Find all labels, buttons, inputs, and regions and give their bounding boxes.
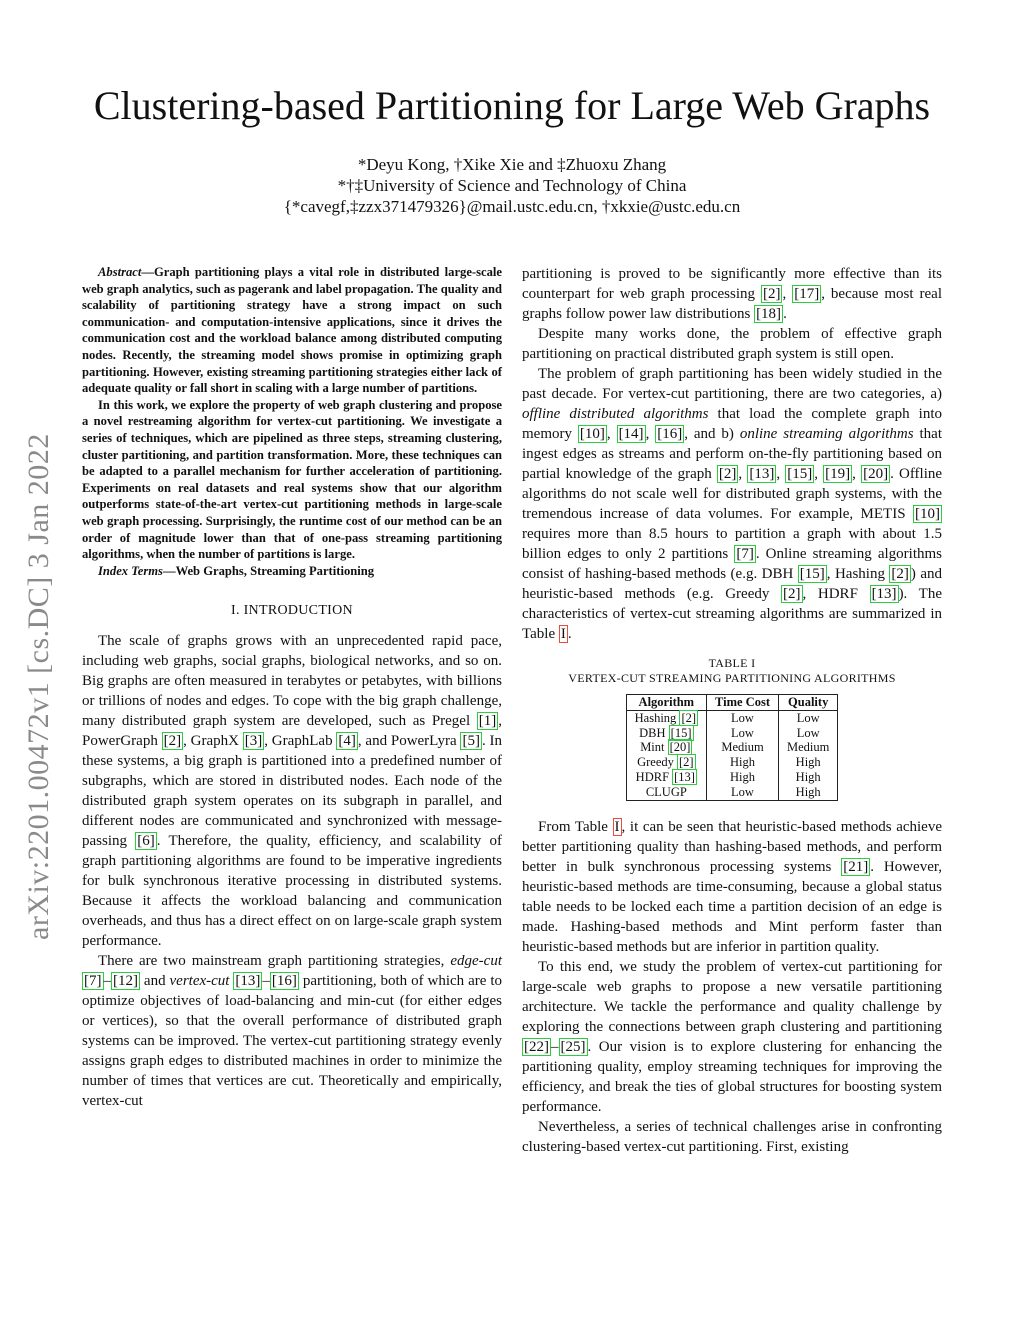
index-terms-label: Index Terms bbox=[98, 563, 163, 578]
citation-link[interactable]: [22] bbox=[524, 1038, 549, 1055]
table-cell-algorithm: Mint [20] bbox=[626, 740, 706, 755]
table-cell-quality: High bbox=[779, 770, 838, 785]
citation-link[interactable]: [12] bbox=[113, 973, 138, 990]
right-paragraph-1: partitioning is proved to be significantly more effective than its counterpart for web graph processing [2] , [17] , because most real graphs follow power law distributions [18] . bbox=[522, 266, 942, 322]
section-heading-introduction: I. INTRODUCTION bbox=[231, 603, 353, 619]
author-names: *Deyu Kong, †Xike Xie and ‡Zhuoxu Zhang bbox=[357, 155, 667, 174]
abstract-label: Abstract bbox=[98, 265, 142, 279]
citation-link[interactable]: [3] bbox=[244, 733, 263, 750]
right-column bbox=[522, 264, 942, 1157]
table-reference-link[interactable]: I bbox=[614, 818, 620, 835]
abstract bbox=[82, 264, 502, 579]
table-cell-algorithm: HDRF [13] bbox=[626, 770, 706, 785]
table-caption bbox=[522, 656, 942, 686]
citation-link[interactable]: [16] bbox=[271, 973, 297, 990]
citation-link[interactable]: [2] bbox=[783, 586, 801, 602]
right-paragraph-6: Nevertheless, a series of technical challenges arise in confronting clustering-based vertex-cut partitioning. First, existing bbox=[522, 1118, 942, 1155]
paper-title: Clustering-based Partitioning for Large Web Graphs bbox=[93, 83, 931, 128]
table-cell-time: Medium bbox=[707, 740, 779, 755]
table-row bbox=[626, 770, 838, 785]
intro-paragraph-1: The scale of graphs grows with an unprecedented rapid pace, including web graphs, social graphs, biological networks, and so on. Big graphs are often measured in terabytes or petabytes, with billions or trillions of nodes and edges. To cope with the big graph challenge, many distributed graph system are developed, such as Pregel [1] , PowerGraph [2] , GraphX [3] , GraphLab [4] , and PowerLyra [5] . In these systems, a big graph is partitioned into a predefined number of subgraphs, which are stored in distributed nodes. Each node of the distributed graph system operates on its subgraph in parallel, and different nodes are communicated and synchronized with message-passing [6] . Therefore, the quality, efficiency, and scalability of graph partitioning algorithms are found to be imperative ingredients for bulk synchronous iterative processing in distributed systems. Because it affects the workload balancing and communication overheads, and thus has a direct effect on on large-scale graph system performance. bbox=[82, 633, 502, 950]
table-cell-quality: Low bbox=[779, 726, 838, 741]
table-header-row bbox=[626, 695, 838, 711]
citation-link[interactable]: [1] bbox=[478, 713, 497, 730]
table-row bbox=[626, 710, 838, 725]
table-row bbox=[626, 785, 838, 800]
citation-link[interactable]: [13] bbox=[871, 586, 897, 602]
table-cell-quality: High bbox=[779, 755, 838, 770]
citation-link[interactable]: [18] bbox=[756, 306, 782, 322]
arxiv-side-stamp: arXiv:2201.00472v1 [cs.DC] 3 Jan 2022 bbox=[22, 433, 55, 940]
table-cell-time: Low bbox=[707, 710, 779, 725]
citation-link[interactable]: [10] bbox=[915, 506, 940, 522]
table-cell-algorithm: CLUGP bbox=[626, 785, 706, 800]
citation-link[interactable]: [20] bbox=[863, 466, 889, 482]
algorithms-table bbox=[626, 694, 839, 801]
citation-link[interactable]: [15] bbox=[799, 566, 825, 582]
table-cell-time: High bbox=[707, 755, 779, 770]
table-header-cell: Quality bbox=[779, 695, 838, 711]
table-caption-number: TABLE I bbox=[708, 656, 756, 670]
abstract-text: —Graph partitioning plays a vital role in distributed large-scale web graph analytics, such as pagerank and label propagation. The quality and scalability of partitioning strategy have a strong impact on such communication- and computation-intensive applications, since it drives the communication cost and the workload balance among distributed computing nodes. Recently, the streaming model shows promise in optimizing graph partitioning. However, existing streaming partitioning strategies either lack of adequate quality or fall short in scaling with a large number of partitions. bbox=[82, 265, 502, 396]
table-cell-quality: Low bbox=[779, 710, 838, 725]
table-header-cell: Time Cost bbox=[707, 695, 779, 711]
citation-link[interactable]: [17] bbox=[794, 286, 820, 302]
citation-link[interactable]: [2] bbox=[891, 566, 909, 582]
right-paragraph-4: From Table I , it can be seen that heuristic-based methods achieve better partitioning quality than hashing-based methods, and perform better in bulk synchronous processing systems [21] . However, heuristic-based methods are time-consuming, because a global status table needs to be locked each time a partition decision of an edge is made. Hashing-based methods and Mint perform faster than heuristic-based methods but are inferior in partition quality. bbox=[522, 818, 943, 955]
table-cell-quality: High bbox=[779, 785, 838, 800]
table-row bbox=[626, 755, 838, 770]
table-cell-algorithm: Hashing [2] bbox=[626, 710, 706, 725]
table-cell-quality: Medium bbox=[779, 740, 838, 755]
citation-link[interactable]: [2] bbox=[163, 733, 182, 750]
author-affiliation: *†‡University of Science and Technology of China bbox=[337, 176, 687, 195]
citation-link[interactable]: [21] bbox=[843, 858, 869, 875]
intro-paragraph-2: There are two mainstream graph partitioning strategies, edge-cut [7] – [12] and vertex-cut [13] – [16] partitioning, both of which are to optimize objectives of load-balancing and min-cut (for either edges or vertices), so that the overall performance of distributed graph systems can be improved. The vertex-cut partitioning strategy evenly assigns graph edges to distributed machines in order to minimize the number of times that vertices are cut. Theoretically and empirically, vertex-cut bbox=[82, 953, 503, 1110]
author-block bbox=[0, 154, 1024, 217]
citation-link[interactable]: [2] bbox=[762, 286, 781, 302]
citation-link[interactable]: [13] bbox=[749, 466, 775, 482]
citation-link[interactable]: [7] bbox=[84, 973, 102, 990]
right-paragraph-3: The problem of graph partitioning has been widely studied in the past decade. For vertex-cut partitioning, there are two categories, a) offline distributed algorithms that load the complete graph into memory [10] , [14] , [16] , and b) online streaming algorithms that ingest edges as streams and perform on-the-fly partitioning based on partial knowledge of the graph [2] , [13] , [15] , [19] , [20] . Offline algorithms do not scale well for distributed graph systems, with the tremendous increase of data volumes. For example, METIS [10] requires more than 8.5 hours to partition a graph with about 1.5 billion edges to only 2 partitions [7] . Online streaming algorithms consist of hashing-based methods (e.g. DBH [15] , Hashing [2] ) and heuristic-based methods (e.g. Greedy [2] , HDRF [13] ). The characteristics of vertex-cut streaming algorithms are summarized in Table I . bbox=[522, 366, 943, 642]
abstract-text-2: In this work, we explore the property of web graph clustering and propose a novel restreaming algorithm for vertex-cut partitioning. We investigate a series of techniques, which are pipelined as three steps, streaming clustering, cluster partitioning, and partition transformation. More, these techniques can be adapted to a parallel mechanism for further acceleration of partitioning. Experiments on real datasets and real systems show that our algorithm outperforms state-of-the-art vertex-cut partitioning methods in large-scale web graph processing. Surprisingly, the runtime cost of our method can be an order of magnitude lower than that of one-pass streaming partitioning algorithms, when the number of partitions is large. bbox=[82, 397, 502, 562]
table-cell-time: High bbox=[707, 770, 779, 785]
table-reference-link[interactable]: I bbox=[560, 626, 566, 642]
right-paragraph-5: To this end, we study the problem of vertex-cut partitioning for large-scale web graphs to propose a new versatile partitioning architecture. We tackle the performance and quality challenge by exploring the connections between graph clustering and partitioning [22] – [25] . Our vision is to explore clustering for enhancing the partitioning quality, employ streaming techniques for improving the efficiency, and break the ties of global structures for boosting system performance. bbox=[522, 958, 942, 1115]
table-header-cell: Algorithm bbox=[626, 695, 706, 711]
citation-link[interactable]: [5] bbox=[462, 733, 480, 750]
table-row bbox=[626, 726, 838, 741]
citation-link[interactable]: [2] bbox=[718, 466, 737, 482]
citation-link[interactable]: [15] bbox=[787, 466, 813, 482]
citation-link[interactable]: [6] bbox=[137, 833, 155, 850]
citation-link[interactable]: [13] bbox=[235, 973, 261, 990]
citation-link[interactable]: [14] bbox=[618, 426, 644, 442]
citation-link[interactable]: [13] bbox=[674, 769, 695, 784]
citation-link[interactable]: [10] bbox=[579, 426, 605, 442]
citation-link[interactable]: [15] bbox=[670, 725, 692, 740]
table-row bbox=[626, 740, 838, 755]
table-caption-title: VERTEX-CUT STREAMING PARTITIONING ALGORITHMS bbox=[568, 671, 896, 685]
citation-link[interactable]: [25] bbox=[560, 1038, 586, 1055]
citation-link[interactable]: [4] bbox=[338, 733, 356, 750]
author-emails: {*cavegf,‡zzx371479326}@mail.ustc.edu.cn, †xkxie@ustc.edu.cn bbox=[283, 197, 741, 216]
citation-link[interactable]: [16] bbox=[657, 426, 683, 442]
table-cell-algorithm: DBH [15] bbox=[626, 726, 706, 741]
right-paragraph-2: Despite many works done, the problem of effective graph partitioning on practical distributed graph system is still open. bbox=[522, 326, 942, 362]
citation-link[interactable]: [19] bbox=[825, 466, 851, 482]
citation-link[interactable]: [20] bbox=[669, 740, 691, 755]
left-column bbox=[82, 264, 502, 1111]
citation-link[interactable]: [2] bbox=[679, 755, 694, 770]
table-cell-algorithm: Greedy [2] bbox=[626, 755, 706, 770]
table-cell-time: Low bbox=[707, 785, 779, 800]
index-terms-text: —Web Graphs, Streaming Partitioning bbox=[162, 563, 375, 578]
table-cell-time: Low bbox=[707, 726, 779, 741]
citation-link[interactable]: [2] bbox=[681, 710, 697, 725]
citation-link[interactable]: [7] bbox=[736, 546, 754, 562]
